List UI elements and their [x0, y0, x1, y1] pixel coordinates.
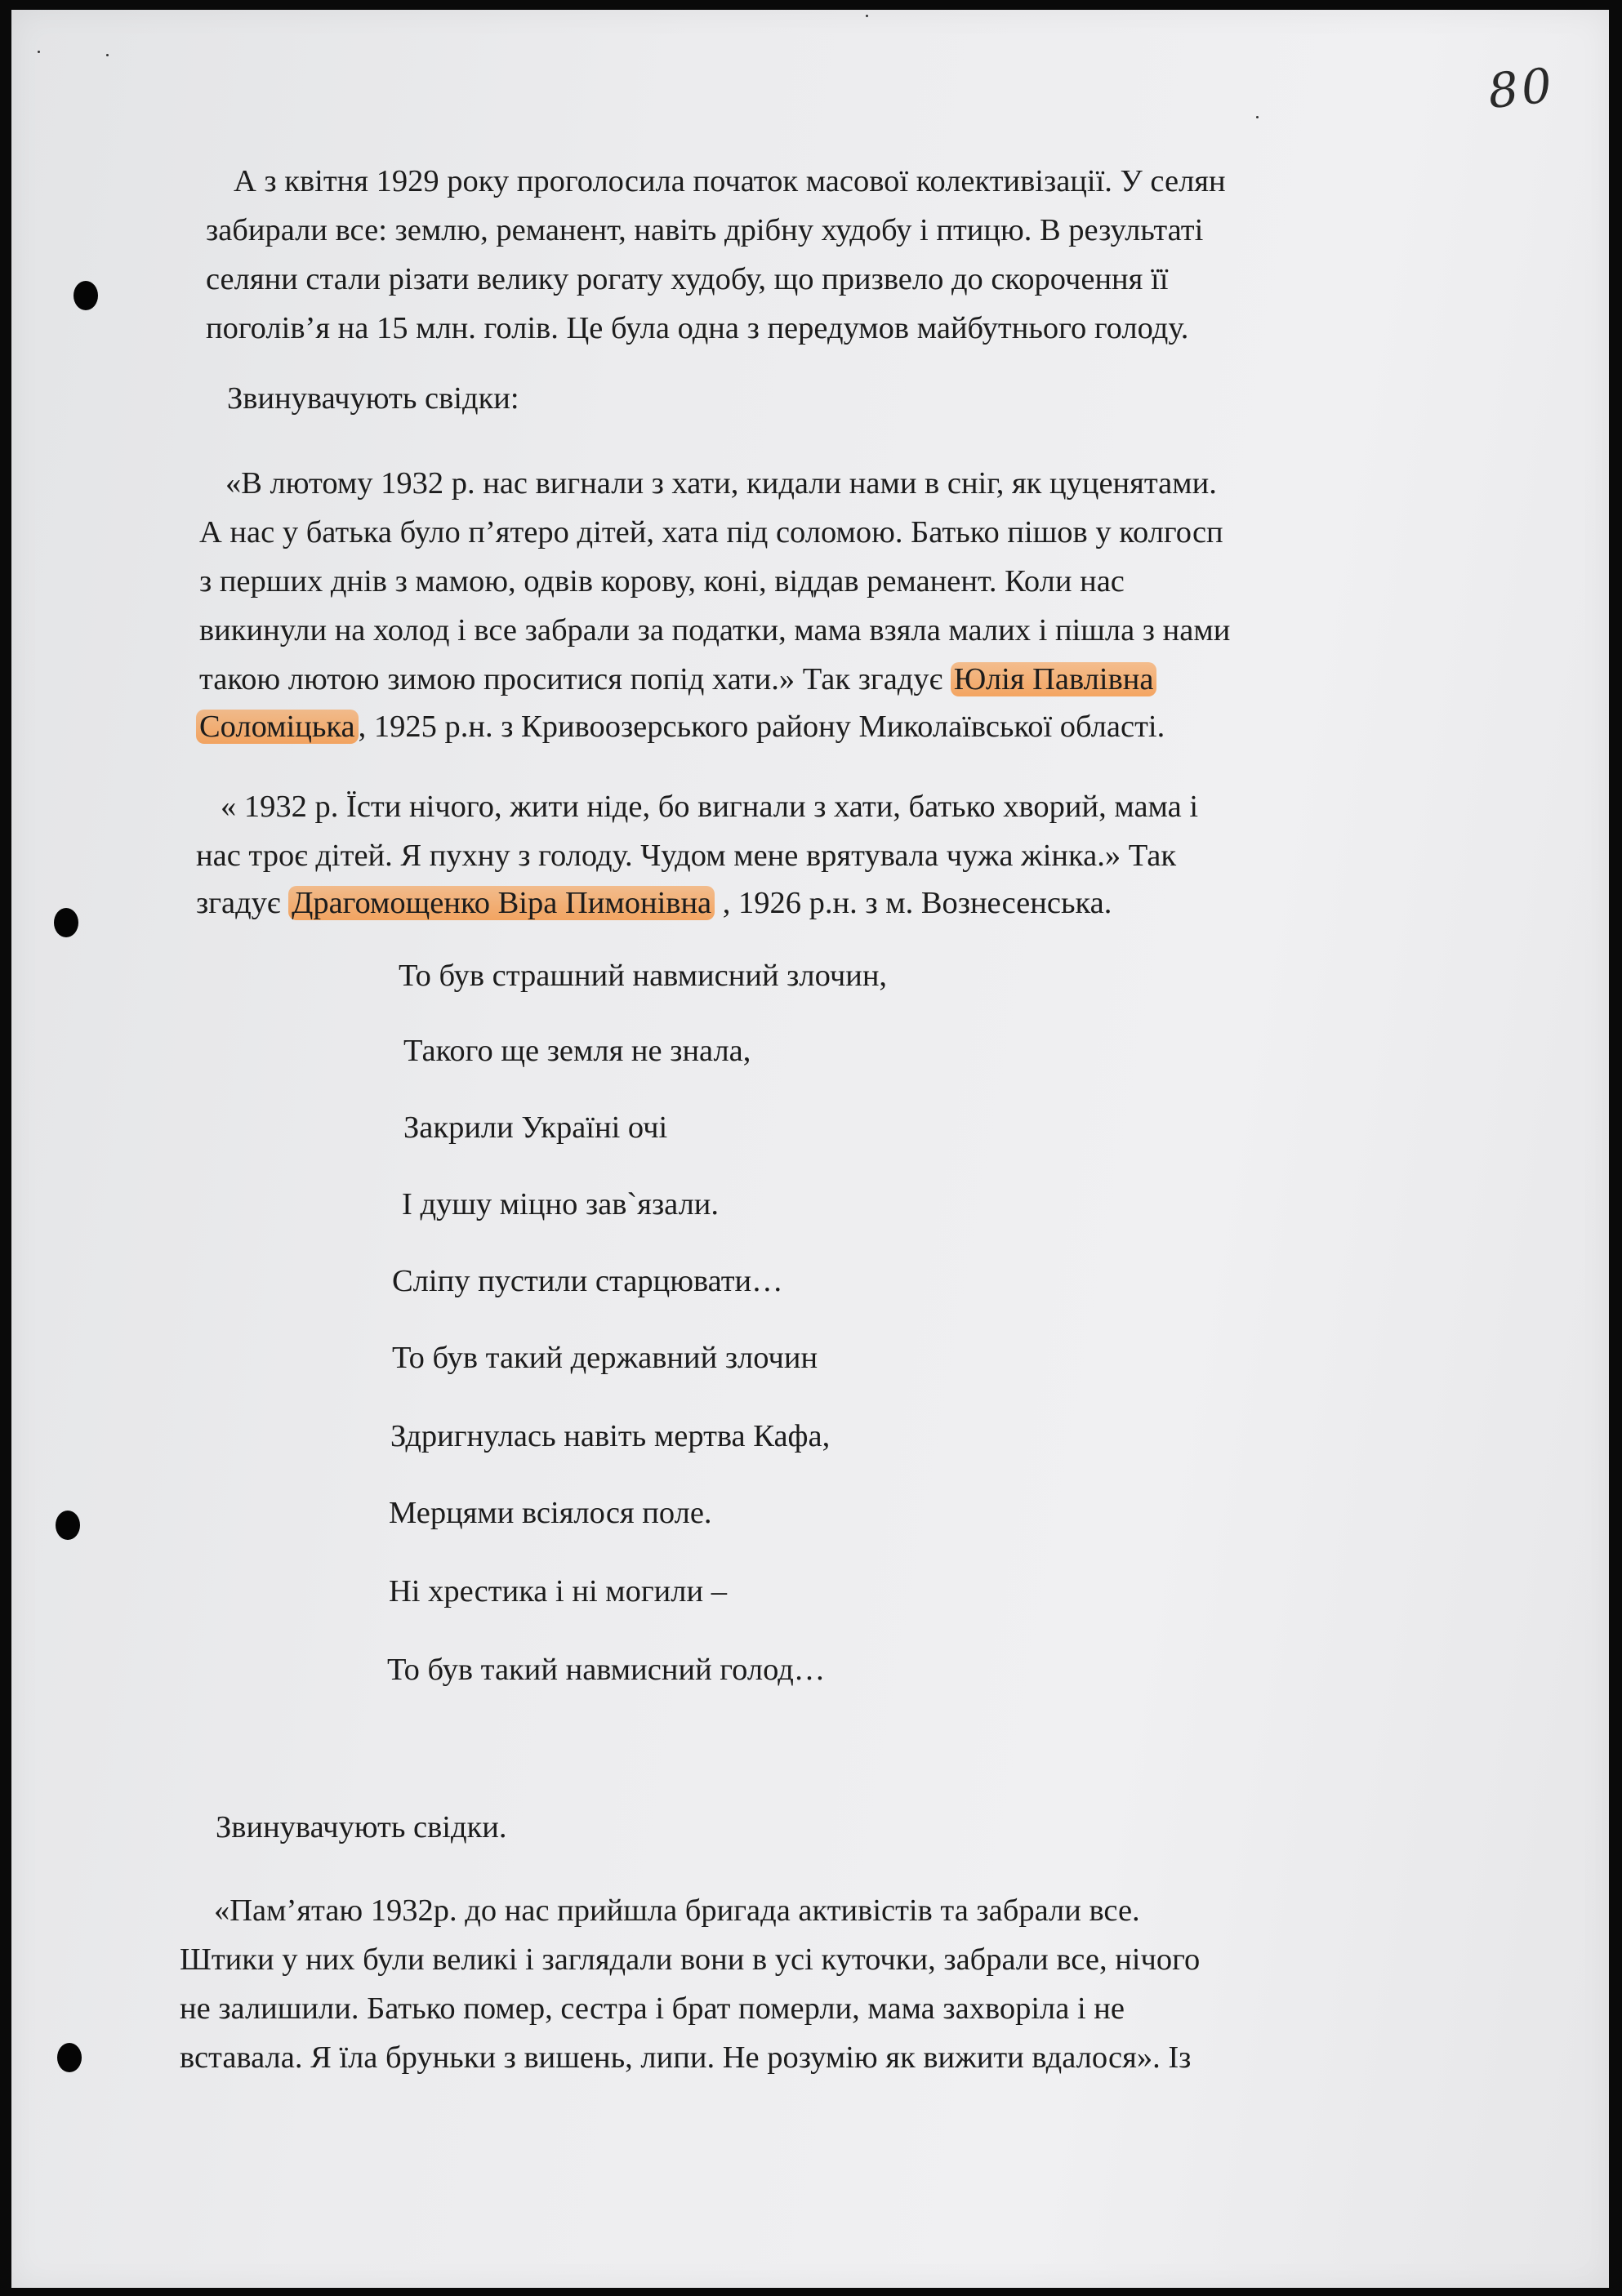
paragraph-line: нас троє дітей. Я пухну з голоду. Чудом мене врятувала чужа жінка.» Так	[196, 839, 1177, 873]
poem-line: То був такий навмисний голод…	[387, 1653, 826, 1687]
highlighted-name: Соломіцька	[196, 710, 359, 744]
poem-line: Здригнулась навіть мертва Кафа,	[390, 1419, 831, 1453]
paragraph-line: забирали все: землю, реманент, навіть дрібну худобу і птицю. В результаті	[206, 213, 1204, 247]
paragraph-text: , 1926 р.н. з м. Вознесенська.	[715, 886, 1112, 920]
section-heading: Звинувачують свідки.	[216, 1810, 507, 1844]
paragraph-line	[196, 879, 1112, 928]
paragraph-line: вставала. Я їла бруньки з вишень, липи. Не розумію як вижити вдалося». Із	[180, 2040, 1192, 2075]
paragraph-line: А з квітня 1929 року проголосила початок масової колективізації. У селян	[234, 164, 1226, 198]
paragraph-text: , 1925 р.н. з Кривоозерського району Миколаївської області.	[358, 710, 1165, 744]
scan-speck	[38, 51, 40, 53]
poem-line: Сліпу пустили старцювати…	[392, 1264, 783, 1298]
paragraph-line: селяни стали різати велику рогату худобу, що призвело до скорочення її	[206, 262, 1169, 296]
paragraph-text: такою лютою зимою проситися попід хати.» Так згадує	[199, 662, 951, 696]
poem-line: Закрили Україні очі	[403, 1110, 668, 1145]
document-page	[11, 10, 1609, 2288]
paragraph-line: поголів’я на 15 млн. голів. Це була одна з передумов майбутнього голоду.	[206, 311, 1189, 345]
paragraph-line: не залишили. Батько помер, сестра і брат померли, мама захворіла і не	[180, 1991, 1125, 2026]
poem-line: Ні хрестика і ні могили –	[389, 1574, 727, 1609]
scan-speck	[1256, 116, 1259, 118]
punch-hole	[56, 1511, 80, 1540]
paragraph-line: Штики у них були великі і заглядали вони в усі куточки, забрали все, нічого	[180, 1942, 1201, 1977]
punch-hole	[57, 2043, 82, 2072]
punch-hole	[74, 281, 98, 310]
punch-hole	[54, 908, 78, 937]
poem-line: То був такий державний злочин	[392, 1341, 818, 1375]
paragraph-line	[199, 655, 1156, 705]
poem-line: Мерцями всіялося поле.	[389, 1496, 712, 1530]
paragraph-line: з перших днів з мамою, одвів корову, коні, віддав реманент. Коли нас	[199, 564, 1125, 598]
highlighted-name: Драгомощенко Віра Пимонівна	[288, 886, 715, 920]
poem-line: Такого ще земля не знала,	[403, 1034, 751, 1068]
paragraph-line: « 1932 р. Їсти нічого, жити ніде, бо вигнали з хати, батько хворий, мама і	[221, 790, 1199, 824]
paragraph-text: згадує	[196, 886, 289, 920]
scan-speck	[106, 54, 109, 56]
highlighted-name: Юлія Павлівна	[951, 662, 1157, 696]
paragraph-line: А нас у батька було п’ятеро дітей, хата під соломою. Батько пішов у колгосп	[199, 515, 1223, 550]
scan-speck	[866, 15, 868, 17]
section-heading: Звинувачують свідки:	[227, 381, 519, 416]
poem-line: І душу міцно зав`язали.	[402, 1187, 720, 1221]
paragraph-line: «В лютому 1932 р. нас вигнали з хати, кидали нами в сніг, як цуценятами.	[225, 466, 1217, 501]
poem-line: То був страшний навмисний злочин,	[399, 959, 888, 993]
paragraph-line	[196, 702, 1165, 752]
handwritten-page-number: 80	[1485, 56, 1558, 120]
paragraph-line: «Пам’ятаю 1932р. до нас прийшла бригада активістів та забрали все.	[214, 1893, 1140, 1928]
paragraph-line: викинули на холод і все забрали за податки, мама взяла малих і пішла з нами	[199, 613, 1231, 647]
